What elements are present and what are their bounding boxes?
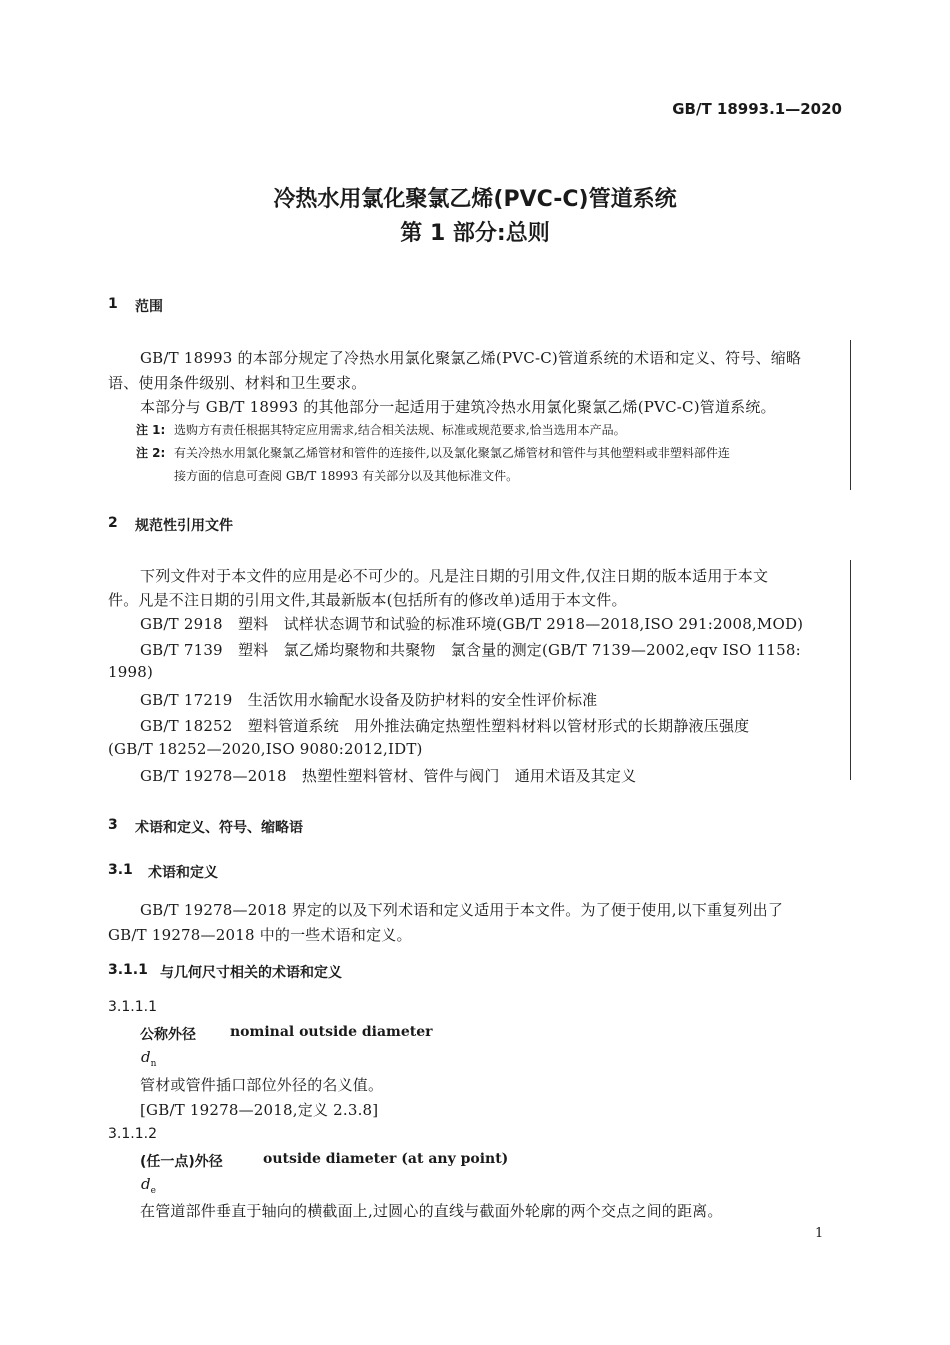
s2-paragraph-line-2: 件。凡是不注日期的引用文件,其最新版本(包括所有的修改单)适用于本文件。 <box>108 591 627 609</box>
reference-3: GB/T 17219 生活饮用水输配水设备及防护材料的安全性评价标准 <box>140 691 598 709</box>
reference-2-line-2: 1998) <box>108 663 154 681</box>
term-2-symbol: $d_e$ <box>141 1175 156 1196</box>
margin-rule <box>850 560 851 780</box>
s1-paragraph-2: 本部分与 GB/T 18993 的其他部分一起适用于建筑冷热水用氯化聚氯乙烯(PVC-C)管道系统。 <box>140 398 776 416</box>
note-2-text-line-2: 接方面的信息可查阅 GB/T 18993 有关部分以及其他标准文件。 <box>174 469 519 483</box>
s1-paragraph-1-line-2: 语、使用条件级别、材料和卫生要求。 <box>108 374 367 392</box>
term-1-symbol: $d_n$ <box>141 1048 157 1069</box>
section-3-1-heading: 术语和定义 <box>148 865 218 881</box>
section-3-1-1-number: 3.1.1 <box>108 962 148 978</box>
term-2-chinese: (任一点)外径 <box>140 1154 223 1170</box>
margin-rule <box>850 340 851 490</box>
reference-1: GB/T 2918 塑料 试样状态调节和试验的标准环境(GB/T 2918—2018,ISO 291:2008,MOD) <box>140 615 804 633</box>
note-1-text: 选购方有责任根据其特定应用需求,结合相关法规、标准或规范要求,恰当选用本产品。 <box>174 423 626 437</box>
section-3-number: 3 <box>108 817 118 833</box>
section-1-heading: 范围 <box>135 299 163 315</box>
page-number: 1 <box>815 1226 824 1241</box>
section-3-1-1-heading: 与几何尺寸相关的术语和定义 <box>160 965 342 981</box>
section-3-1-number: 3.1 <box>108 862 133 878</box>
section-1-number: 1 <box>108 296 118 312</box>
reference-2-line-1: GB/T 7139 塑料 氯乙烯均聚物和共聚物 氯含量的测定(GB/T 7139—2002,eqv ISO 1158: <box>140 641 801 659</box>
document-subtitle: 第 1 部分:总则 <box>400 221 550 246</box>
standard-code: GB/T 18993.1—2020 <box>672 100 842 118</box>
s2-paragraph-line-1: 下列文件对于本文件的应用是必不可少的。凡是注日期的引用文件,仅注日期的版本适用于本文 <box>140 567 769 585</box>
s3-paragraph-line-1: GB/T 19278—2018 界定的以及下列术语和定义适用于本文件。为了便于使用,以下重复列出了 <box>140 901 784 919</box>
term-1-source: [GB/T 19278—2018,定义 2.3.8] <box>140 1101 379 1119</box>
section-2-heading: 规范性引用文件 <box>135 518 233 534</box>
term-1-definition: 管材或管件插口部位外径的名义值。 <box>140 1076 384 1094</box>
term-2-definition: 在管道部件垂直于轴向的横截面上,过圆心的直线与截面外轮廓的两个交点之间的距离。 <box>140 1202 723 1220</box>
term-2-number: 3.1.1.2 <box>108 1126 157 1142</box>
section-2-number: 2 <box>108 515 118 531</box>
term-1-english: nominal outside diameter <box>230 1024 433 1040</box>
note-1-label: 注 1: <box>136 423 166 437</box>
reference-5: GB/T 19278—2018 热塑性塑料管材、管件与阀门 通用术语及其定义 <box>140 767 637 785</box>
term-1-number: 3.1.1.1 <box>108 999 157 1015</box>
reference-4-line-1: GB/T 18252 塑料管道系统 用外推法确定热塑性塑料材料以管材形式的长期静液压强度 <box>140 717 750 735</box>
term-2-english: outside diameter (at any point) <box>263 1151 509 1167</box>
section-3-heading: 术语和定义、符号、缩略语 <box>135 820 303 836</box>
s1-paragraph-1-line-1: GB/T 18993 的本部分规定了冷热水用氯化聚氯乙烯(PVC-C)管道系统的术语和定义、符号、缩略 <box>140 349 802 367</box>
document-title: 冷热水用氯化聚氯乙烯(PVC-C)管道系统 <box>273 187 677 212</box>
note-2-label: 注 2: <box>136 446 166 460</box>
reference-4-line-2: (GB/T 18252—2020,ISO 9080:2012,IDT) <box>108 740 423 758</box>
s3-paragraph-line-2: GB/T 19278—2018 中的一些术语和定义。 <box>108 926 412 944</box>
note-2-text-line-1: 有关冷热水用氯化聚氯乙烯管材和管件的连接件,以及氯化聚氯乙烯管材和管件与其他塑料或非塑料部件连 <box>174 446 730 460</box>
term-1-chinese: 公称外径 <box>140 1027 196 1043</box>
